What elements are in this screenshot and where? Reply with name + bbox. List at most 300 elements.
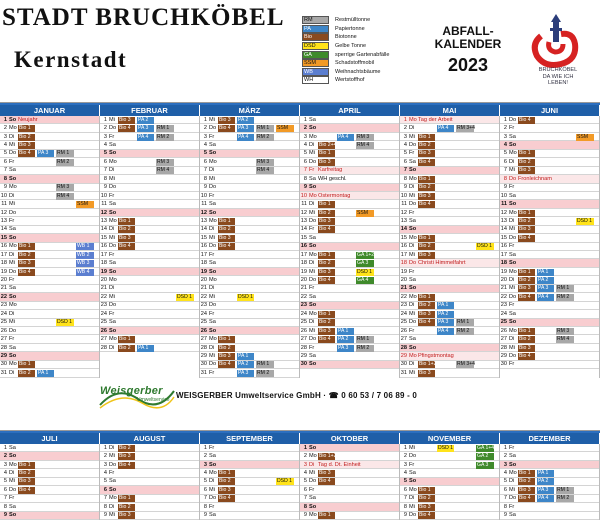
weekday: Do [109, 302, 117, 309]
legend-item [302, 16, 414, 25]
day-number: 6 [403, 158, 407, 165]
day-number: 23 [0, 302, 7, 309]
weekday: Fr [309, 285, 315, 292]
weekday: Mi [509, 167, 515, 174]
pickup-tag-bio: Bio 3 [418, 252, 435, 259]
pickup-tag-bio: Bio 1 [418, 235, 435, 242]
weekday: Mi [309, 150, 315, 157]
month-column [0, 444, 100, 520]
weekday: So [309, 361, 317, 368]
month-title: APRIL [300, 105, 400, 116]
day-number: 28 [200, 344, 207, 351]
pickup-tag-ssm: SSM [356, 210, 374, 217]
pickup-tag-bio: Bio 4 [518, 235, 535, 242]
logo-line2: DA WIE ICH [542, 73, 574, 80]
legend-code: WH [302, 76, 329, 84]
weekday: Do [209, 184, 217, 191]
day-row [500, 361, 599, 369]
month-title: AUGUST [100, 433, 200, 444]
pickup-tag-bio: Bio 3 [18, 260, 35, 267]
legend-label: Gelbe Tonne [335, 43, 367, 50]
day-number: 7 [403, 495, 407, 502]
month-column [100, 444, 200, 520]
pickup-tag-bio: Bio 3 [518, 167, 535, 174]
day-number: 3 [303, 133, 307, 140]
day-number: 25 [200, 319, 207, 326]
day-number: 7 [503, 167, 507, 174]
weekday: So [309, 243, 317, 250]
weekday: Fr [309, 167, 315, 174]
pickup-tag-bio: Bio 2 [418, 142, 435, 149]
legend-item [302, 33, 414, 42]
day-number: 12 [200, 209, 207, 216]
weekday: Do [109, 184, 117, 191]
day-number: 27 [0, 336, 7, 343]
day-number: 7 [3, 495, 7, 502]
day-number: 9 [503, 512, 507, 519]
pickup-tag-bio: Bio 1 [218, 336, 235, 343]
weekday: So [9, 175, 17, 182]
weekday: Mo [309, 453, 317, 460]
day-number: 5 [403, 150, 407, 157]
pickup-tag-rm: RM 3 [356, 134, 374, 141]
pickup-tag-pa: PA 4 [137, 134, 154, 141]
day-number: 31 [0, 369, 7, 376]
pickup-tag-bio: Bio 2 [218, 478, 235, 485]
weekday: So [409, 478, 417, 485]
day-number: 1 [103, 444, 107, 451]
pickup-tag-bio: Bio 1 [518, 470, 535, 477]
day-number: 3 [203, 133, 207, 140]
weekday: Mo [209, 277, 217, 284]
weekday: Sa [209, 201, 216, 208]
weekday: Mi [209, 234, 215, 241]
month-title: JULI [0, 433, 100, 444]
day-number: 10 [500, 192, 507, 199]
day-number: 3 [403, 461, 407, 468]
day-number: 30 [400, 361, 407, 368]
weekday: Do [209, 495, 217, 502]
weekday: Fr [509, 302, 515, 309]
pickup-tag-bio: Bio 1 [218, 218, 235, 225]
pickup-tag-bio: Bio 4 [318, 226, 335, 233]
month-title: NOVEMBER [400, 433, 500, 444]
day-number: 29 [300, 352, 307, 359]
day-row [0, 512, 99, 520]
weekday: Fr [309, 486, 315, 493]
pickup-tag-rm: RM 1 [556, 285, 574, 292]
weekday: Mi [9, 319, 15, 326]
pickup-tag-bio: Bio 1 [218, 470, 235, 477]
pickup-tag-bio: Bio 3 [418, 150, 435, 157]
day-number: 10 [400, 192, 407, 199]
day-number: 25 [400, 319, 407, 326]
day-number: 15 [300, 234, 307, 241]
pickup-tag-bio: Bio 1+2 [419, 361, 437, 368]
pickup-tag-pa: PA 4 [237, 134, 254, 141]
weekday: Mi [209, 116, 215, 123]
weekday: Di [309, 319, 315, 326]
weekday: Mo [9, 125, 17, 132]
weekday: Di [9, 369, 15, 376]
day-number: 3 [3, 461, 7, 468]
day-number: 4 [303, 470, 307, 477]
day-number: 11 [501, 201, 507, 208]
pickup-tag-pa: PA 3 [337, 345, 354, 352]
day-number: 12 [500, 209, 507, 216]
city-slogan [523, 67, 593, 87]
pickup-tag-bio: Bio 1 [418, 134, 435, 141]
day-number: 8 [3, 503, 7, 510]
weekday: Di [509, 478, 515, 485]
weekday: Do [109, 461, 117, 468]
weekday: Mo [309, 192, 317, 199]
weekday: Do [9, 327, 17, 334]
pickup-tag-bio: Bio 3 [318, 470, 335, 477]
month-column [500, 444, 600, 520]
day-number: 9 [203, 184, 207, 191]
weekday: Mi [9, 478, 15, 485]
weekday: Mo [409, 175, 417, 182]
weekday: Mo [409, 293, 417, 300]
day-number: 2 [403, 453, 407, 460]
pickup-tag-bio: Bio 1 [318, 512, 335, 519]
weekday: Mi [409, 192, 415, 199]
weekday: Do [509, 175, 517, 182]
weekday: Mo [409, 234, 417, 241]
day-number: 26 [100, 327, 107, 334]
weekday: Mo [209, 158, 217, 165]
pickup-tag-bio: Bio 2 [418, 302, 435, 309]
pickup-tag-bio: Bio 2 [418, 495, 435, 502]
weekday: So [109, 150, 117, 157]
day-number: 2 [103, 125, 107, 132]
legend-label: Biotonne [335, 34, 357, 41]
calendar-heading-line1: ABFALL- [442, 24, 494, 38]
pickup-tag-rm: RM 3 [156, 159, 174, 166]
weekday: Do [9, 486, 17, 493]
legend-code: PA [302, 25, 329, 33]
day-number: 23 [500, 302, 507, 309]
weekday: Mi [309, 327, 315, 334]
pickup-tag-pa: PA 3 [37, 150, 54, 157]
month-column [200, 116, 300, 378]
pickup-tag-bio: Bio 3 [518, 487, 535, 494]
day-number: 9 [103, 512, 107, 519]
legend-label: Papiertonne [335, 25, 365, 32]
day-number: 9 [303, 512, 307, 519]
day-number: 8 [103, 503, 107, 510]
weekday: Mo [509, 268, 517, 275]
day-number: 5 [3, 150, 7, 157]
month-title: FEBRUAR [100, 105, 200, 116]
pickup-tag-bio: Bio 4 [118, 243, 135, 250]
day-number: 5 [103, 478, 107, 485]
weekday: Do [9, 209, 17, 216]
weekday: Fr [409, 461, 415, 468]
pickup-tag-pa: PA 2 [337, 336, 354, 343]
pickup-tag-pa: PA 4 [437, 125, 454, 132]
weekday: Mo [509, 209, 517, 216]
day-number: 9 [103, 184, 107, 191]
pickup-tag-pa: PA 2 [437, 311, 454, 318]
weekday: Di [9, 470, 15, 477]
pickup-tag-bio: Bio 2 [318, 319, 335, 326]
weekday: Mi [209, 293, 215, 300]
weekday: So [9, 116, 17, 123]
weekday: So [509, 201, 517, 208]
day-number: 4 [103, 142, 107, 149]
pickup-tag-bio: Bio 3 [518, 345, 535, 352]
weekday: Mo [109, 158, 117, 165]
holiday-label: Neujahr [18, 116, 38, 123]
day-number: 26 [300, 327, 307, 334]
pickup-tag-rm: RM 3+4 [457, 125, 475, 132]
page-subtitle: Kernstadt [14, 47, 128, 72]
weekday: Di [409, 243, 415, 250]
month-title: SEPTEMBER [200, 433, 300, 444]
day-number: 3 [403, 133, 407, 140]
day-number: 2 [3, 453, 7, 460]
legend-item [302, 68, 414, 77]
pickup-tag-bio: Bio 3 [418, 504, 435, 511]
day-number: 21 [0, 285, 7, 292]
day-number: 3 [203, 461, 207, 468]
day-number: 3 [3, 133, 7, 140]
day-number: 28 [0, 344, 7, 351]
pickup-tag-pa: PA 3 [237, 370, 254, 377]
month-column [400, 444, 500, 520]
day-row [100, 512, 199, 520]
pickup-tag-pa: PA 3 [137, 125, 154, 132]
day-number: 25 [100, 319, 107, 326]
pickup-tag-bio: Bio 3 [418, 311, 435, 318]
weekday: Mi [209, 486, 215, 493]
weekday: Di [209, 226, 215, 233]
weekday: Mi [309, 268, 315, 275]
weekday: Mo [9, 461, 17, 468]
day-number: 14 [400, 226, 407, 233]
day-number: 15 [0, 234, 7, 241]
day-row [300, 512, 399, 520]
pickup-tag-rm: RM 4 [256, 167, 274, 174]
weekday: Sa [9, 226, 16, 233]
weekday: Mi [309, 470, 315, 477]
pickup-tag-bio: Bio 3 [518, 285, 535, 292]
day-number: 20 [300, 277, 307, 284]
pickup-tag-ssm: SSM [576, 134, 594, 141]
pickup-tag-rm: RM 1 [56, 150, 74, 157]
pickup-tag-bio: Bio 4 [218, 125, 235, 132]
month-title: MAI [400, 105, 500, 116]
day-number: 22 [400, 293, 407, 300]
weekday: So [309, 125, 317, 132]
pickup-tag-pa: PA 3 [537, 487, 554, 494]
weekday: So [209, 327, 217, 334]
weekday: Do [409, 453, 417, 460]
weekday: So [109, 327, 117, 334]
holiday-label: Karfreitag [318, 167, 343, 174]
day-number: 11 [301, 201, 307, 208]
weekday: Do [409, 319, 417, 326]
weekday: Mo [409, 116, 417, 123]
day-number: 25 [0, 319, 7, 326]
weekday: Di [109, 226, 115, 233]
day-number: 27 [200, 336, 207, 343]
day-number: 6 [3, 158, 7, 165]
day-number: 28 [300, 344, 307, 351]
day-number: 10 [200, 192, 207, 199]
weekday: Mo [509, 470, 517, 477]
pickup-tag-pa: PA 3 [237, 125, 254, 132]
weekday: Mi [9, 142, 15, 149]
weekday: Sa [309, 116, 316, 123]
weekday: Mi [409, 444, 415, 451]
legend-code: DSD [302, 42, 329, 50]
day-number: 18 [200, 260, 207, 267]
weekday: Do [409, 512, 417, 519]
weekday: Do [409, 201, 417, 208]
day-number: 20 [200, 277, 207, 284]
weekday: Sa [9, 285, 16, 292]
day-number: 27 [400, 336, 407, 343]
pickup-tag-bio: Bio 1 [118, 495, 135, 502]
day-number: 24 [0, 310, 7, 317]
pickup-tag-pa: PA 4 [437, 328, 454, 335]
day-number: 11 [101, 201, 107, 208]
month-column [0, 116, 100, 378]
day-number: 14 [0, 226, 7, 233]
pickup-tag-pa: PA 1 [337, 328, 354, 335]
pickup-tag-bio: Bio 2 [118, 345, 135, 352]
weekday: Mi [409, 503, 415, 510]
weekday: Sa [409, 217, 416, 224]
weekday: Di [409, 361, 415, 368]
weekday: Sa [309, 234, 316, 241]
day-number: 6 [203, 486, 207, 493]
pickup-tag-pa: PA 3 [437, 319, 454, 326]
weekday: Mi [509, 285, 515, 292]
city-logo-icon [527, 14, 587, 70]
day-number: 26 [500, 327, 507, 334]
holiday-label: Tag der Arbeit [418, 116, 453, 123]
weekday: Sa [109, 478, 116, 485]
pickup-tag-bio: Bio 4 [418, 201, 435, 208]
weekday: So [409, 285, 417, 292]
pickup-tag-bio: Bio 1 [318, 201, 335, 208]
day-number: 13 [300, 217, 307, 224]
weekday: So [309, 184, 317, 191]
month-column [400, 116, 500, 378]
weekday: Mo [309, 251, 317, 258]
day-number: 19 [300, 268, 307, 275]
month-column [300, 116, 400, 378]
day-number: 2 [503, 453, 507, 460]
day-number: 19 [400, 268, 407, 275]
pickup-tag-bio: Bio 1 [118, 336, 135, 343]
pickup-tag-ssm: SSM [276, 125, 294, 132]
day-number: 16 [300, 243, 307, 250]
pickup-tag-rm: RM 2 [456, 328, 474, 335]
pickup-tag-bio: Bio 3 [18, 142, 35, 149]
day-number: 26 [400, 327, 407, 334]
month-column [500, 116, 600, 378]
day-number: 27 [100, 336, 107, 343]
legend-item [302, 50, 414, 59]
day-number: 4 [503, 142, 507, 149]
day-number: 23 [400, 302, 407, 309]
legend-code: WB [302, 68, 329, 76]
day-number: 12 [400, 209, 407, 216]
pickup-tag-pa: PA 1 [137, 345, 154, 352]
day-number: 7 [403, 167, 407, 174]
day-number: 7 [203, 495, 207, 502]
weekday: Fr [309, 344, 315, 351]
pickup-tag-rm: RM 3 [556, 328, 574, 335]
weekday: Di [409, 125, 415, 132]
day-number: 18 [400, 260, 407, 267]
day-row [400, 512, 499, 520]
weekday: Mo [509, 150, 517, 157]
weekday: Do [509, 116, 517, 123]
weekday: Mi [9, 260, 15, 267]
weekday: So [309, 444, 317, 451]
pickup-tag-pa: PA 3 [537, 285, 554, 292]
day-number: 6 [503, 486, 507, 493]
day-number: 11 [1, 201, 7, 208]
day-number: 17 [0, 251, 7, 258]
pickup-tag-bio: Bio 2 [18, 470, 35, 477]
weekday: Sa [509, 310, 516, 317]
weekday: Sa [109, 260, 116, 267]
weekday: So [9, 293, 17, 300]
weekday: Di [309, 142, 315, 149]
day-number: 13 [100, 217, 107, 224]
weekday: Sa [509, 192, 516, 199]
weekday: Do [109, 243, 117, 250]
pickup-tag-bio: Bio 4 [18, 150, 35, 157]
calendar-first-half [0, 102, 600, 378]
weekday: Di [9, 192, 15, 199]
day-number: 3 [503, 133, 507, 140]
day-number: 31 [400, 369, 407, 376]
legend-label: Schadstoffmobil [335, 60, 375, 67]
day-number: 10 [300, 192, 307, 199]
day-number: 10 [100, 192, 107, 199]
day-number: 6 [303, 158, 307, 165]
weekday: So [209, 209, 217, 216]
weekday: Di [309, 461, 315, 468]
day-number: 1 [3, 444, 7, 451]
day-number: 1 [103, 116, 107, 123]
pickup-tag-rm: RM 2 [156, 134, 174, 141]
legend-item [302, 76, 414, 85]
day-number: 21 [200, 285, 207, 292]
weekday: Fr [9, 158, 15, 165]
day-number: 18 [100, 260, 107, 267]
day-number: 23 [300, 302, 307, 309]
weekday: Sa [509, 512, 516, 519]
day-number: 18 [0, 260, 7, 267]
weekday: Di [109, 167, 115, 174]
pickup-tag-bio: Bio 1 [418, 294, 435, 301]
pickup-tag-bio: Bio 4 [218, 495, 235, 502]
pickup-tag-wb: WB 1 [76, 243, 94, 250]
pickup-tag-bio: Bio 2 [518, 159, 535, 166]
day-number: 7 [303, 167, 307, 174]
pickup-tag-bio: Bio 2 [118, 504, 135, 511]
weekday: Mi [109, 512, 115, 519]
